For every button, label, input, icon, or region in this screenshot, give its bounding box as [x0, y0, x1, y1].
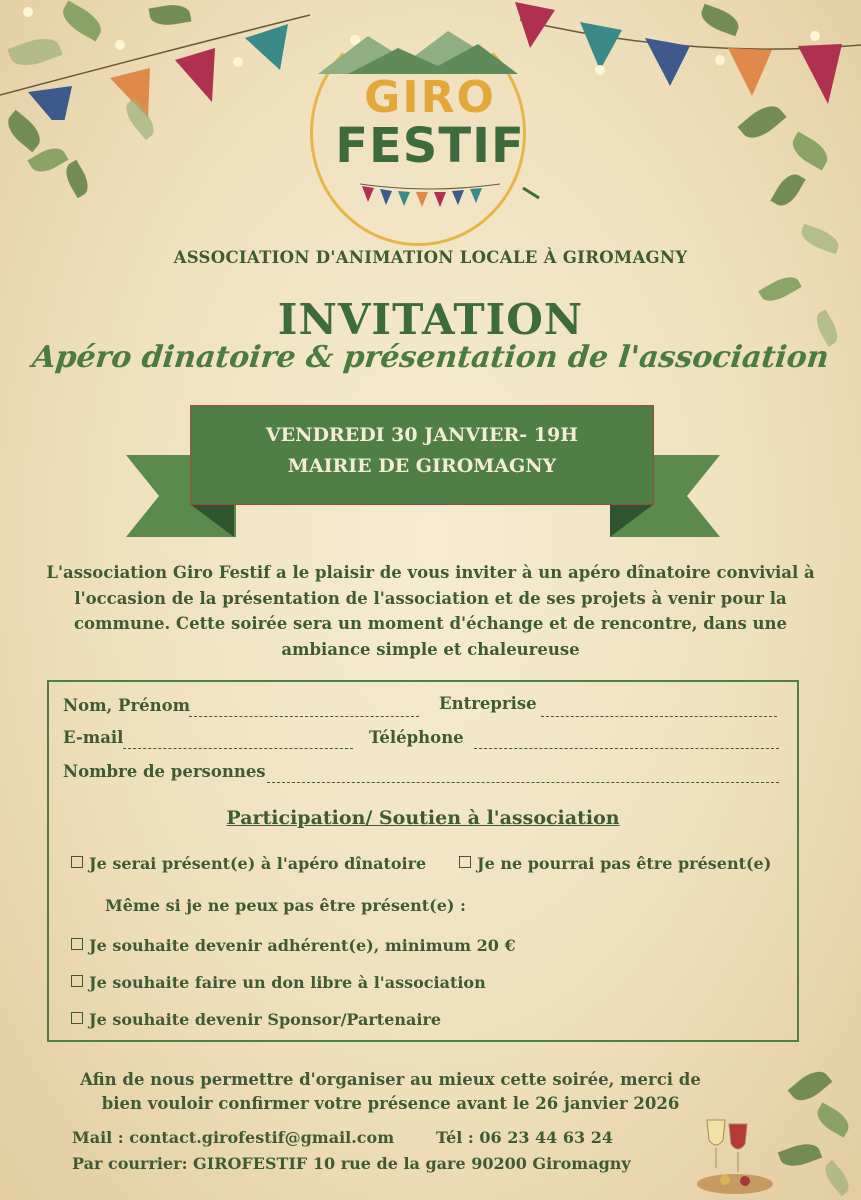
logo-mountains-icon: [318, 26, 518, 76]
company-field[interactable]: [541, 716, 777, 717]
people-label: Nombre de personnes: [63, 762, 266, 781]
logo-festif: FESTIF: [335, 118, 525, 174]
postal-address: Par courrier: GIROFESTIF 10 rue de la gare 90200 Giromagny: [72, 1154, 631, 1173]
wine-glasses-icon: [695, 1110, 775, 1200]
option-member[interactable]: Je souhaite devenir adhérent(e), minimum 20 €: [71, 936, 516, 955]
phone-field[interactable]: [474, 748, 779, 749]
option-present[interactable]: Je serai présent(e) à l'apéro dînatoire: [71, 854, 426, 873]
checkbox-icon[interactable]: [71, 938, 83, 950]
company-label: Entreprise: [439, 694, 537, 713]
email-label: E-mail: [63, 728, 124, 747]
option-sponsor[interactable]: Je souhaite devenir Sponsor/Partenaire: [71, 1010, 441, 1029]
phone-label: Téléphone: [369, 728, 464, 747]
name-field[interactable]: [189, 716, 419, 717]
page-subtitle: Apéro dinatoire & présentation de l'association: [30, 340, 831, 375]
event-location: MAIRIE DE GIROMAGNY: [287, 455, 557, 477]
intro-text: L'association Giro Festif a le plaisir de vous inviter à un apéro dînatoire convivial à l'occasion de la présentation de l'association et de ses projets à venir pour la commune. Cette soirée sera un moment d'échange et de rencontre, dans une ambiance simple et chaleureuse: [46, 563, 815, 659]
option-absent[interactable]: Je ne pourrai pas être présent(e): [459, 854, 771, 873]
checkbox-icon[interactable]: [71, 856, 83, 868]
logo-giro: GIRO: [364, 72, 496, 123]
page-title: INVITATION: [277, 295, 584, 344]
confirmation-text: Afin de nous permettre d'organiser au mieux cette soirée, merci de bien vouloir confirmer votre présence avant le 26 janvier 2026: [80, 1070, 701, 1113]
email-field[interactable]: [123, 748, 353, 749]
event-date: VENDREDI 30 JANVIER- 19H: [265, 424, 579, 446]
organization-name: ASSOCIATION D'ANIMATION LOCALE À GIROMAGNY: [173, 248, 688, 267]
name-label: Nom, Prénom: [63, 696, 191, 715]
registration-form: [47, 680, 799, 1042]
participation-title: Participation/ Soutien à l'association: [226, 807, 620, 829]
checkbox-icon[interactable]: [459, 856, 471, 868]
option-donation[interactable]: Je souhaite faire un don libre à l'association: [71, 973, 486, 992]
event-banner: [190, 405, 654, 505]
contact-email[interactable]: Mail : contact.girofestif@gmail.com: [72, 1128, 395, 1147]
checkbox-icon[interactable]: [71, 975, 83, 987]
logo-bunting-icon: [360, 182, 550, 216]
contact-phone[interactable]: Tél : 06 23 44 63 24: [436, 1128, 613, 1147]
even-if-label: Même si je ne peux pas être présent(e) :: [105, 896, 466, 915]
checkbox-icon[interactable]: [71, 1012, 83, 1024]
people-field[interactable]: [267, 782, 779, 783]
